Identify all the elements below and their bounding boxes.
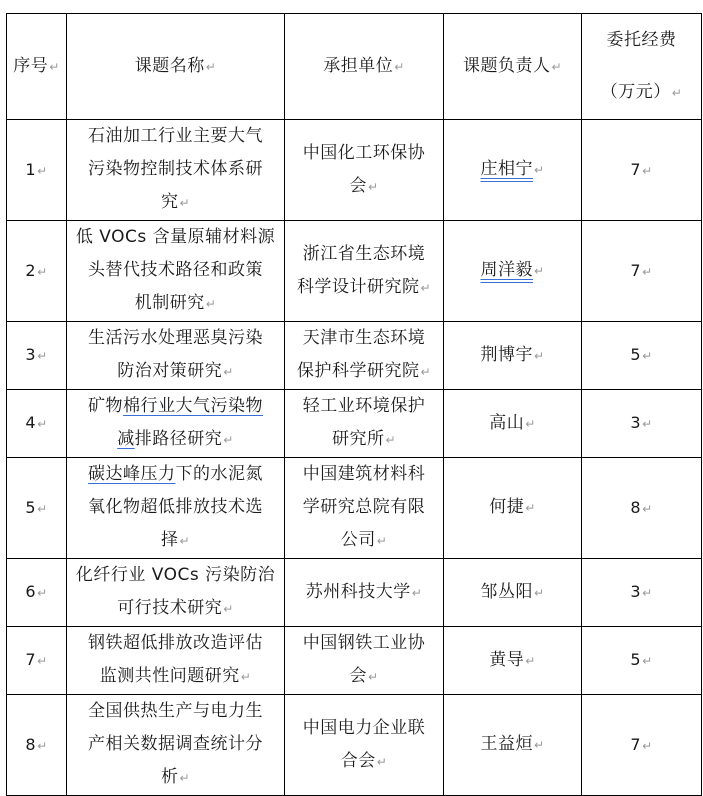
cell-fee: 7↵	[582, 695, 702, 796]
table-row	[7, 322, 702, 390]
cell-leader: 邹丛阳↵	[444, 559, 582, 627]
research-projects-table	[6, 13, 702, 796]
cell-title: 石油加工行业主要大气 污染物控制技术体系研 究↵	[67, 120, 285, 221]
cell-leader: 周洋毅↵	[444, 221, 582, 322]
cell-leader: 黄导↵	[444, 627, 582, 695]
cell-fee: 5↵	[582, 322, 702, 390]
table-row	[7, 221, 702, 322]
table-container	[6, 13, 702, 796]
cell-unit: 中国建筑材料科 学研究总院有限 公司↵	[285, 458, 444, 559]
table-row	[7, 390, 702, 458]
header-index: 序号↵	[7, 14, 67, 120]
cell-title: 全国供热生产与电力生 产相关数据调查统计分 析↵	[67, 695, 285, 796]
table-row	[7, 120, 702, 221]
cell-fee: 3↵	[582, 390, 702, 458]
cell-index: 7↵	[7, 627, 67, 695]
cell-title: 钢铁超低排放改造评估 监测共性问题研究↵	[67, 627, 285, 695]
cell-fee: 8↵	[582, 458, 702, 559]
cell-title: 矿物棉行业大气污染物 减排路径研究↵	[67, 390, 285, 458]
cell-unit: 轻工业环境保护 研究所↵	[285, 390, 444, 458]
header-fee: 委托经费 （万元）↵	[582, 14, 702, 120]
cell-title: 化纤行业 VOCs 污染防治 可行技术研究↵	[67, 559, 285, 627]
cell-index: 4↵	[7, 390, 67, 458]
cell-index: 6↵	[7, 559, 67, 627]
cell-unit: 天津市生态环境 保护科学研究院↵	[285, 322, 444, 390]
cell-leader: 王益烜↵	[444, 695, 582, 796]
table-row	[7, 627, 702, 695]
cell-title: 碳达峰压力下的水泥氮 氧化物超低排放技术选 择↵	[67, 458, 285, 559]
cell-index: 5↵	[7, 458, 67, 559]
cell-title: 生活污水处理恶臭污染 防治对策研究↵	[67, 322, 285, 390]
cell-fee: 7↵	[582, 120, 702, 221]
table-row	[7, 695, 702, 796]
cell-unit: 浙江省生态环境 科学设计研究院↵	[285, 221, 444, 322]
table-row	[7, 559, 702, 627]
cell-index: 2↵	[7, 221, 67, 322]
cell-index: 8↵	[7, 695, 67, 796]
cell-unit: 中国电力企业联 合会↵	[285, 695, 444, 796]
cell-leader: 高山↵	[444, 390, 582, 458]
cell-unit: 苏州科技大学↵	[285, 559, 444, 627]
cell-unit: 中国钢铁工业协 会↵	[285, 627, 444, 695]
cell-fee: 5↵	[582, 627, 702, 695]
header-title: 课题名称↵	[67, 14, 285, 120]
header-unit: 承担单位↵	[285, 14, 444, 120]
cell-leader: 荆博宇↵	[444, 322, 582, 390]
cell-unit: 中国化工环保协 会↵	[285, 120, 444, 221]
cell-index: 1↵	[7, 120, 67, 221]
cell-fee: 3↵	[582, 559, 702, 627]
cell-index: 3↵	[7, 322, 67, 390]
header-leader: 课题负责人↵	[444, 14, 582, 120]
cell-fee: 7↵	[582, 221, 702, 322]
table-row	[7, 458, 702, 559]
cell-leader: 庄相宁↵	[444, 120, 582, 221]
cell-title: 低 VOCs 含量原辅材料源 头替代技术路径和政策 机制研究↵	[67, 221, 285, 322]
table-header-row	[7, 14, 702, 120]
cell-leader: 何捷↵	[444, 458, 582, 559]
